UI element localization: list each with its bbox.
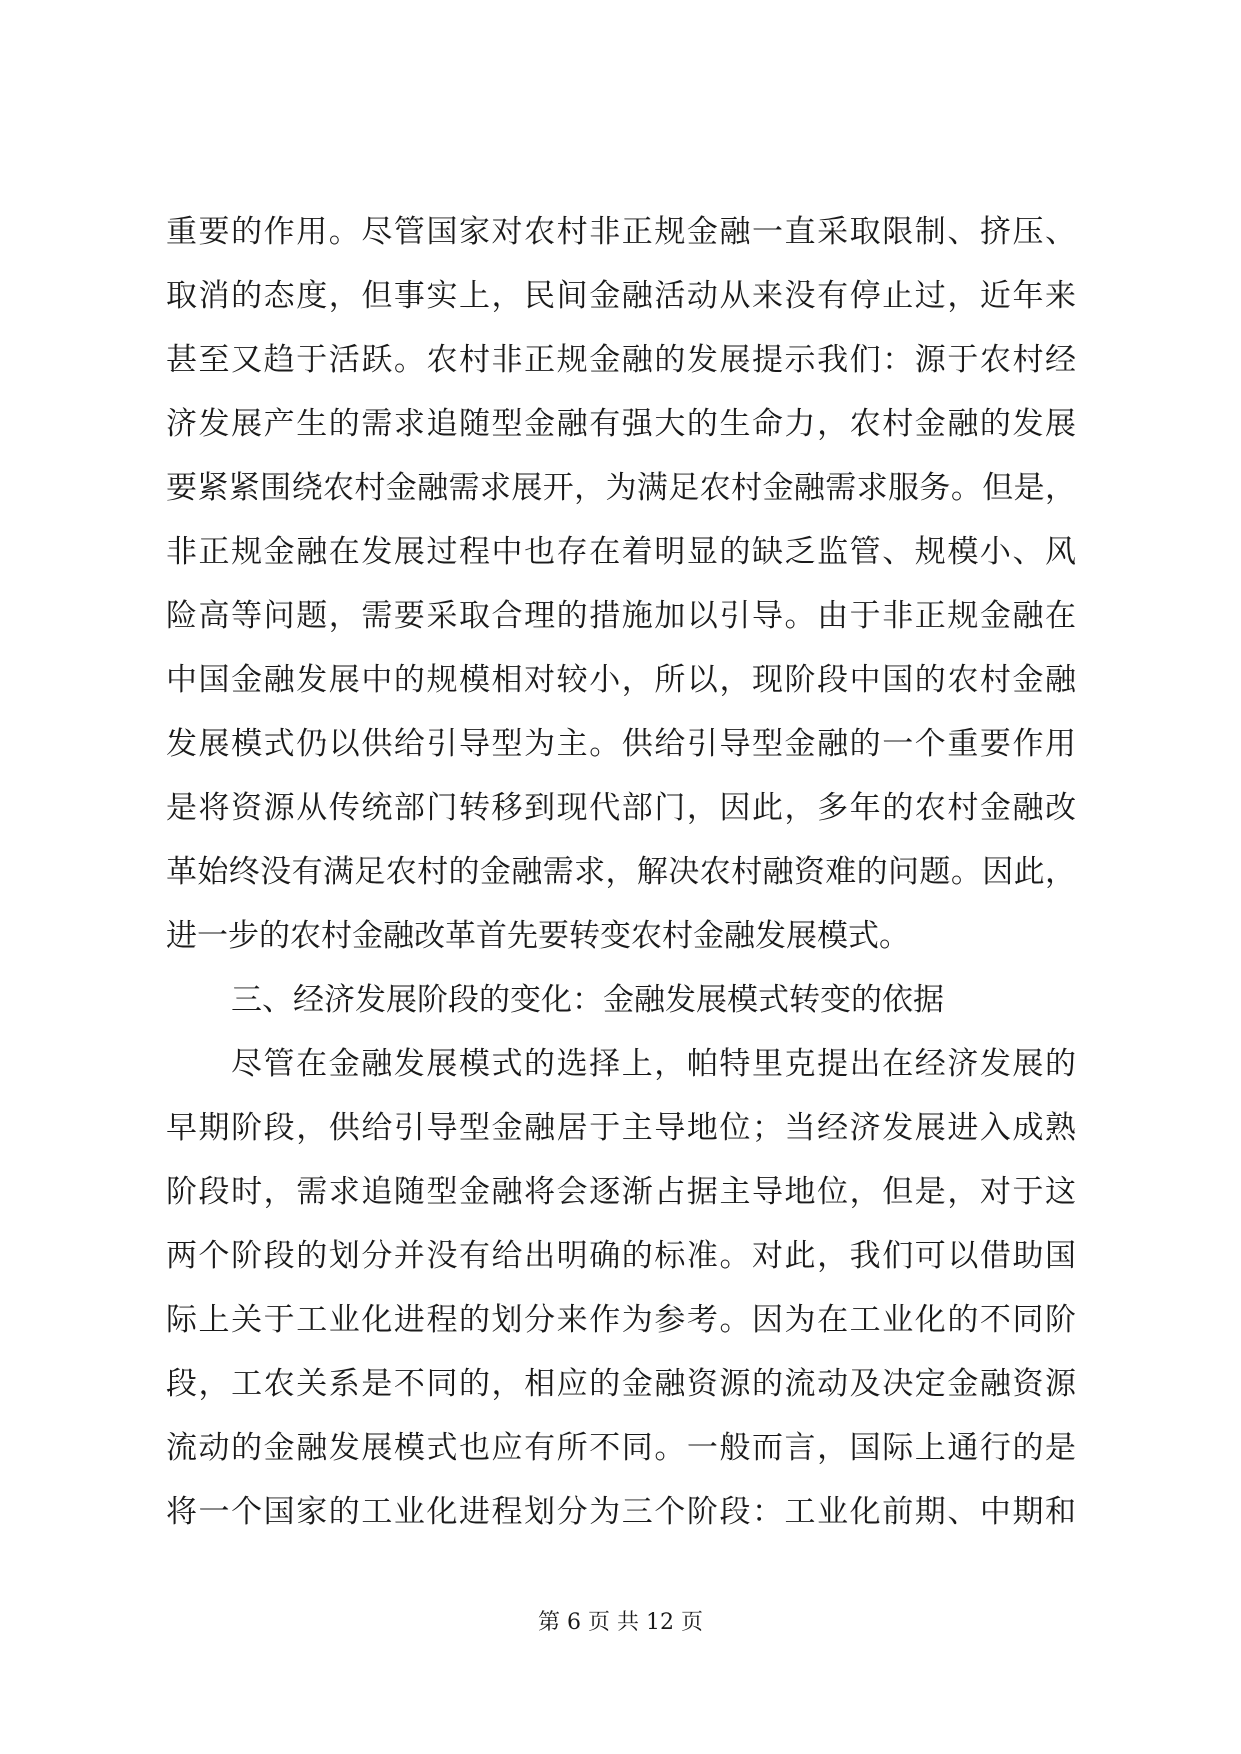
paragraph-line-first: 尽管在金融发展模式的选择上，帕特里克提出在经济发展的	[231, 1046, 1076, 1082]
body-text	[166, 200, 1076, 1544]
paragraph-line: 流动的金融发展模式也应有所不同。一般而言，国际上通行的是	[166, 1430, 1076, 1466]
paragraph-line: 革始终没有满足农村的金融需求，解决农村融资难的问题。因此，	[166, 854, 1076, 890]
page-number-footer: 第 6 页 共 12 页	[538, 1610, 703, 1635]
paragraph-line: 非正规金融在发展过程中也存在着明显的缺乏监管、规模小、风	[166, 534, 1076, 570]
paragraph-line: 要紧紧围绕农村金融需求展开，为满足农村金融需求服务。但是，	[166, 470, 1076, 506]
paragraph-line: 险高等问题，需要采取合理的措施加以引导。由于非正规金融在	[166, 598, 1076, 634]
paragraph-line: 段，工农关系是不同的，相应的金融资源的流动及决定金融资源	[166, 1366, 1076, 1402]
paragraph-line: 发展模式仍以供给引导型为主。供给引导型金融的一个重要作用	[166, 726, 1076, 762]
paragraph-line: 将一个国家的工业化进程划分为三个阶段：工业化前期、中期和	[166, 1494, 1076, 1530]
paragraph-line: 取消的态度，但事实上，民间金融活动从来没有停止过，近年来	[166, 278, 1076, 314]
paragraph-line: 甚至又趋于活跃。农村非正规金融的发展提示我们：源于农村经	[166, 342, 1076, 378]
paragraph-line: 中国金融发展中的规模相对较小，所以，现阶段中国的农村金融	[166, 662, 1076, 698]
paragraph-line: 阶段时，需求追随型金融将会逐渐占据主导地位，但是，对于这	[166, 1174, 1076, 1210]
paragraph-line: 际上关于工业化进程的划分来作为参考。因为在工业化的不同阶	[166, 1302, 1076, 1338]
paragraph-line: 早期阶段，供给引导型金融居于主导地位；当经济发展进入成熟	[166, 1110, 1076, 1146]
paragraph-line: 重要的作用。尽管国家对农村非正规金融一直采取限制、挤压、	[166, 214, 1076, 250]
paragraph-line-last: 进一步的农村金融改革首先要转变农村金融发展模式。	[166, 918, 910, 954]
paragraph-line: 两个阶段的划分并没有给出明确的标准。对此，我们可以借助国	[166, 1238, 1076, 1274]
section-heading: 三、经济发展阶段的变化：金融发展模式转变的依据	[231, 982, 944, 1018]
paragraph-line: 济发展产生的需求追随型金融有强大的生命力，农村金融的发展	[166, 406, 1076, 442]
paragraph-line: 是将资源从传统部门转移到现代部门，因此，多年的农村金融改	[166, 790, 1076, 826]
